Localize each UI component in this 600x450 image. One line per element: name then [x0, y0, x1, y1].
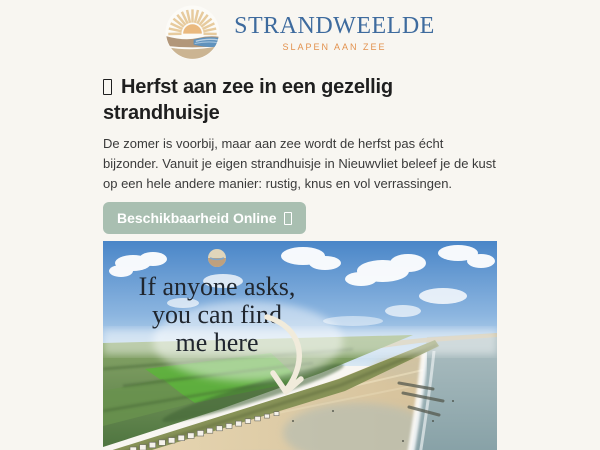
brand-text	[234, 13, 435, 52]
missing-glyph-box-icon	[103, 79, 112, 95]
missing-glyph-box-icon	[284, 212, 292, 225]
availability-button-label: Beschikbaarheid Online	[117, 210, 277, 226]
email-content	[103, 74, 497, 450]
brand-header	[0, 0, 600, 60]
article-heading	[103, 74, 497, 126]
overlay-line-1: If anyone asks,	[138, 272, 296, 301]
hand-drawn-arrow-icon	[261, 313, 321, 405]
sun-waves-logo-icon	[165, 5, 220, 60]
article-body: De zomer is voorbij, maar aan zee wordt de herfst pas écht bijzonder. Vanuit je eigen strandhuisje in Nieuwvliet beleef je de kust op een hele andere manier: rustig, knus en vol verrassingen.	[103, 136, 496, 191]
hero-image[interactable]	[103, 241, 497, 450]
availability-button[interactable]	[103, 202, 306, 234]
article-heading-text: Herfst aan zee in een gezellig strandhuisje	[103, 76, 393, 124]
overlay-line-3: me here	[175, 328, 259, 357]
overlay-line-2: you can find	[152, 300, 282, 329]
brand-name: STRANDWEELDE	[234, 12, 435, 39]
brand-tagline: SLAPEN AAN ZEE	[282, 42, 387, 53]
mini-sun-logo-icon	[208, 249, 226, 267]
